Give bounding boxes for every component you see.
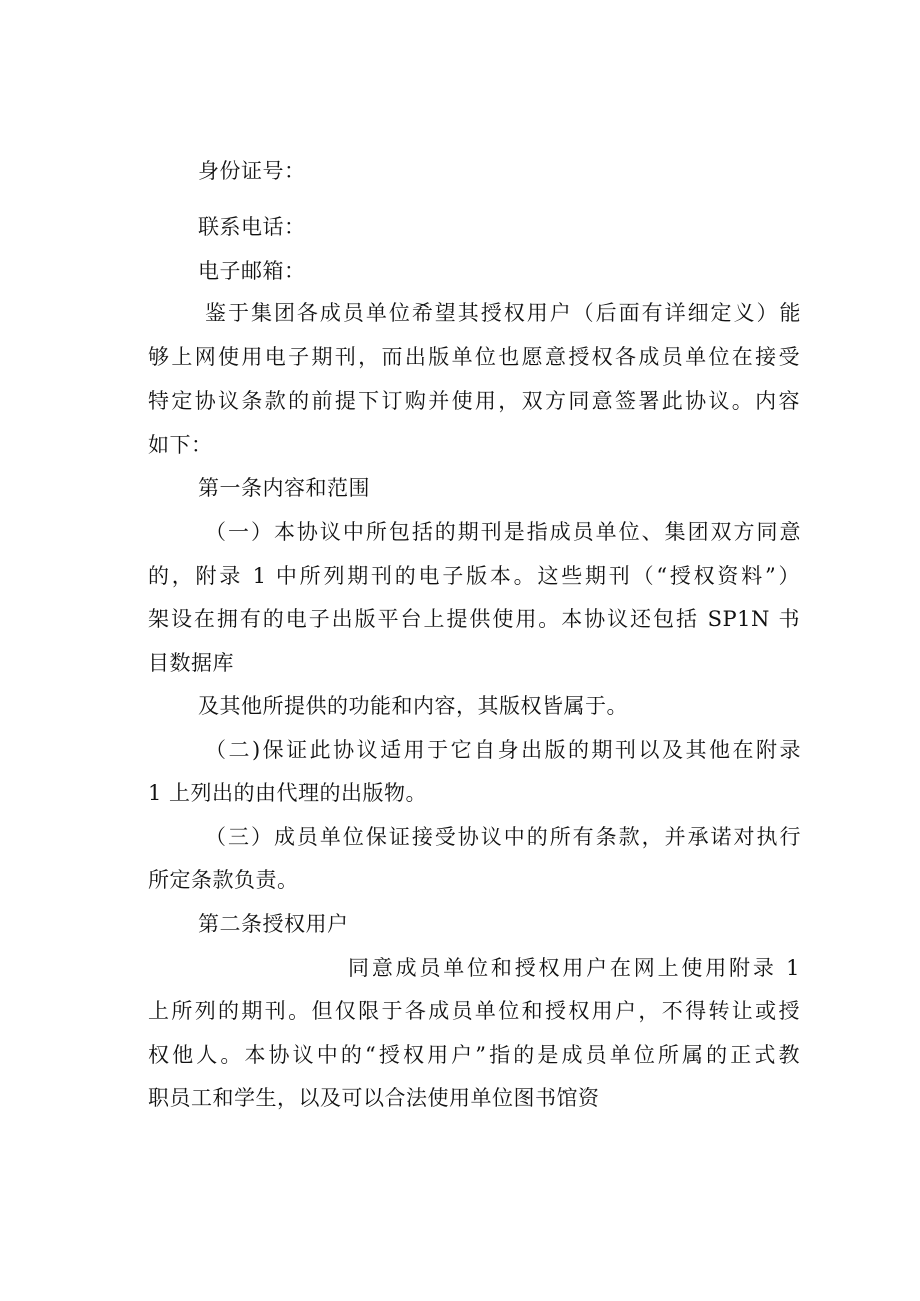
- article2-line: 上所列的期刊。但仅限于各成员单位和授权用户，不得转让或授: [148, 999, 800, 1023]
- id-number-label: 身份证号：: [198, 159, 306, 183]
- clause1-line: （一）本协议中所包括的期刊是指成员单位、集团双方同意: [205, 520, 801, 544]
- clause2-line: （二)保证此协议适用于它自身出版的期刊以及其他在附录: [205, 738, 801, 762]
- clause1-line: 的，附录 1 中所列期刊的电子版本。这些期刊（“授权资料”）: [148, 564, 800, 588]
- clause1-continuation: 及其他所提供的功能和内容，其版权皆属于。: [198, 694, 628, 718]
- clause1-line: 架设在拥有的电子出版平台上提供使用。本协议还包括 SP1N 书: [148, 607, 800, 631]
- phone-label: 联系电话：: [198, 215, 306, 239]
- clause3-line: （三）成员单位保证接受协议中的所有条款，并承诺对执行: [205, 825, 801, 849]
- email-label: 电子邮箱：: [198, 259, 306, 283]
- preamble-line: 鉴于集团各成员单位希望其授权用户（后面有详细定义）能: [205, 301, 801, 325]
- article1-title: 第一条内容和范围: [198, 476, 370, 500]
- preamble-line: 够上网使用电子期刊，而出版单位也愿意授权各成员单位在接受: [148, 345, 800, 369]
- clause3-line: 所定条款负责。: [148, 868, 299, 892]
- article2-line: 权他人。本协议中的“授权用户”指的是成员单位所属的正式教: [148, 1043, 800, 1067]
- article2-line: 职员工和学生，以及可以合法使用单位图书馆资: [148, 1086, 600, 1110]
- preamble-line: 如下：: [148, 433, 213, 457]
- clause2-line: 1 上列出的由代理的出版物。: [148, 781, 428, 805]
- preamble-line: 特定协议条款的前提下订购并使用，双方同意签署此协议。内容: [148, 389, 800, 413]
- article2-line: 同意成员单位和授权用户在网上使用附录 1: [348, 956, 800, 980]
- article2-title: 第二条授权用户: [198, 912, 349, 936]
- clause1-line: 目数据库: [148, 651, 234, 675]
